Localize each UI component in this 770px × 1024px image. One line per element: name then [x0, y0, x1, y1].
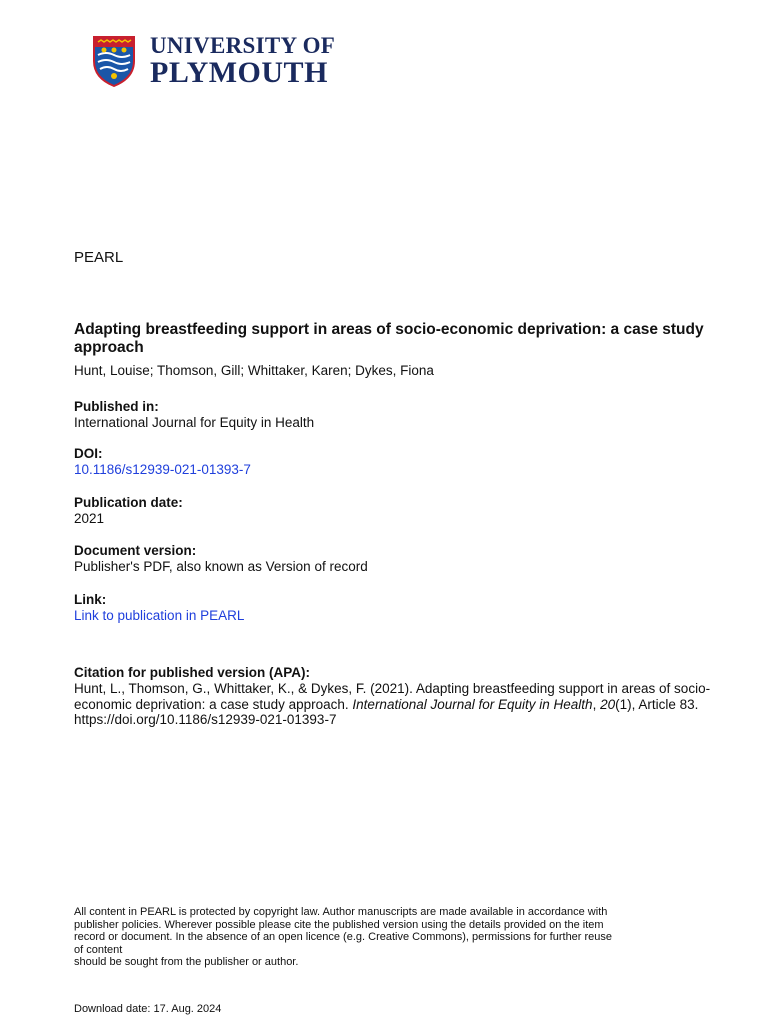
citation-text	[74, 681, 714, 728]
pearl-publication-link[interactable]: Link to publication in PEARL	[74, 608, 245, 623]
university-wordmark	[150, 34, 335, 88]
paper-title: Adapting breastfeeding support in areas of socio-economic deprivation: a case study approach	[74, 321, 704, 356]
publication-date-value: 2021	[74, 511, 105, 526]
citation-section	[74, 665, 714, 728]
document-version-section	[74, 543, 714, 575]
copyright-line-4: of content	[74, 943, 123, 956]
citation-label: Citation for published version (APA):	[74, 665, 310, 680]
citation-part-2: ,	[592, 696, 601, 712]
logo-line-1: UNIVERSITY OF	[150, 33, 336, 58]
doi-label: DOI:	[74, 446, 103, 461]
copyright-line-5: should be sought from the publisher or author.	[74, 956, 299, 968]
document-version-label: Document version:	[74, 543, 197, 558]
copyright-line-1: All content in PEARL is protected by copyright law. Author manuscripts are made available in accordance with	[74, 906, 608, 918]
citation-part-1: Hunt, L., Thomson, G., Whittaker, K., & Dykes, F. (2021). Adapting breastfeeding support in areas of socio-economic deprivation: a case study approach.	[74, 681, 711, 712]
download-date: Download date: 17. Aug. 2024	[74, 1003, 222, 1015]
link-label: Link:	[74, 592, 107, 607]
university-shield-icon	[92, 35, 136, 87]
citation-part-3: (1), Article 83. https://doi.org/10.1186/s12939-021-01393-7	[74, 696, 699, 727]
publication-date-section	[74, 495, 714, 527]
published-in-section	[74, 399, 714, 431]
paper-authors: Hunt, Louise; Thomson, Gill; Whittaker, Karen; Dykes, Fiona	[74, 363, 434, 378]
doi-section	[74, 446, 714, 478]
document-version-value: Publisher's PDF, also known as Version of record	[74, 559, 368, 574]
repository-name: PEARL	[74, 249, 124, 266]
logo-line-2: PLYMOUTH	[150, 56, 328, 89]
doi-link[interactable]: 10.1186/s12939-021-01393-7	[74, 462, 251, 477]
citation-journal: International Journal for Equity in Health	[352, 696, 593, 712]
document-metadata	[74, 321, 714, 728]
published-in-label: Published in:	[74, 399, 159, 414]
university-logo	[92, 34, 362, 88]
copyright-line-3: record or document. In the absence of an open licence (e.g. Creative Commons), permissions for further reuse	[74, 931, 613, 943]
published-in-value: International Journal for Equity in Health	[74, 415, 315, 430]
publication-date-label: Publication date:	[74, 495, 183, 510]
copyright-line-2: publisher policies. Wherever possible please cite the published version using the details provided on the item	[74, 918, 604, 931]
link-section	[74, 592, 714, 624]
citation-volume: 20	[600, 696, 616, 712]
copyright-notice	[74, 906, 714, 969]
